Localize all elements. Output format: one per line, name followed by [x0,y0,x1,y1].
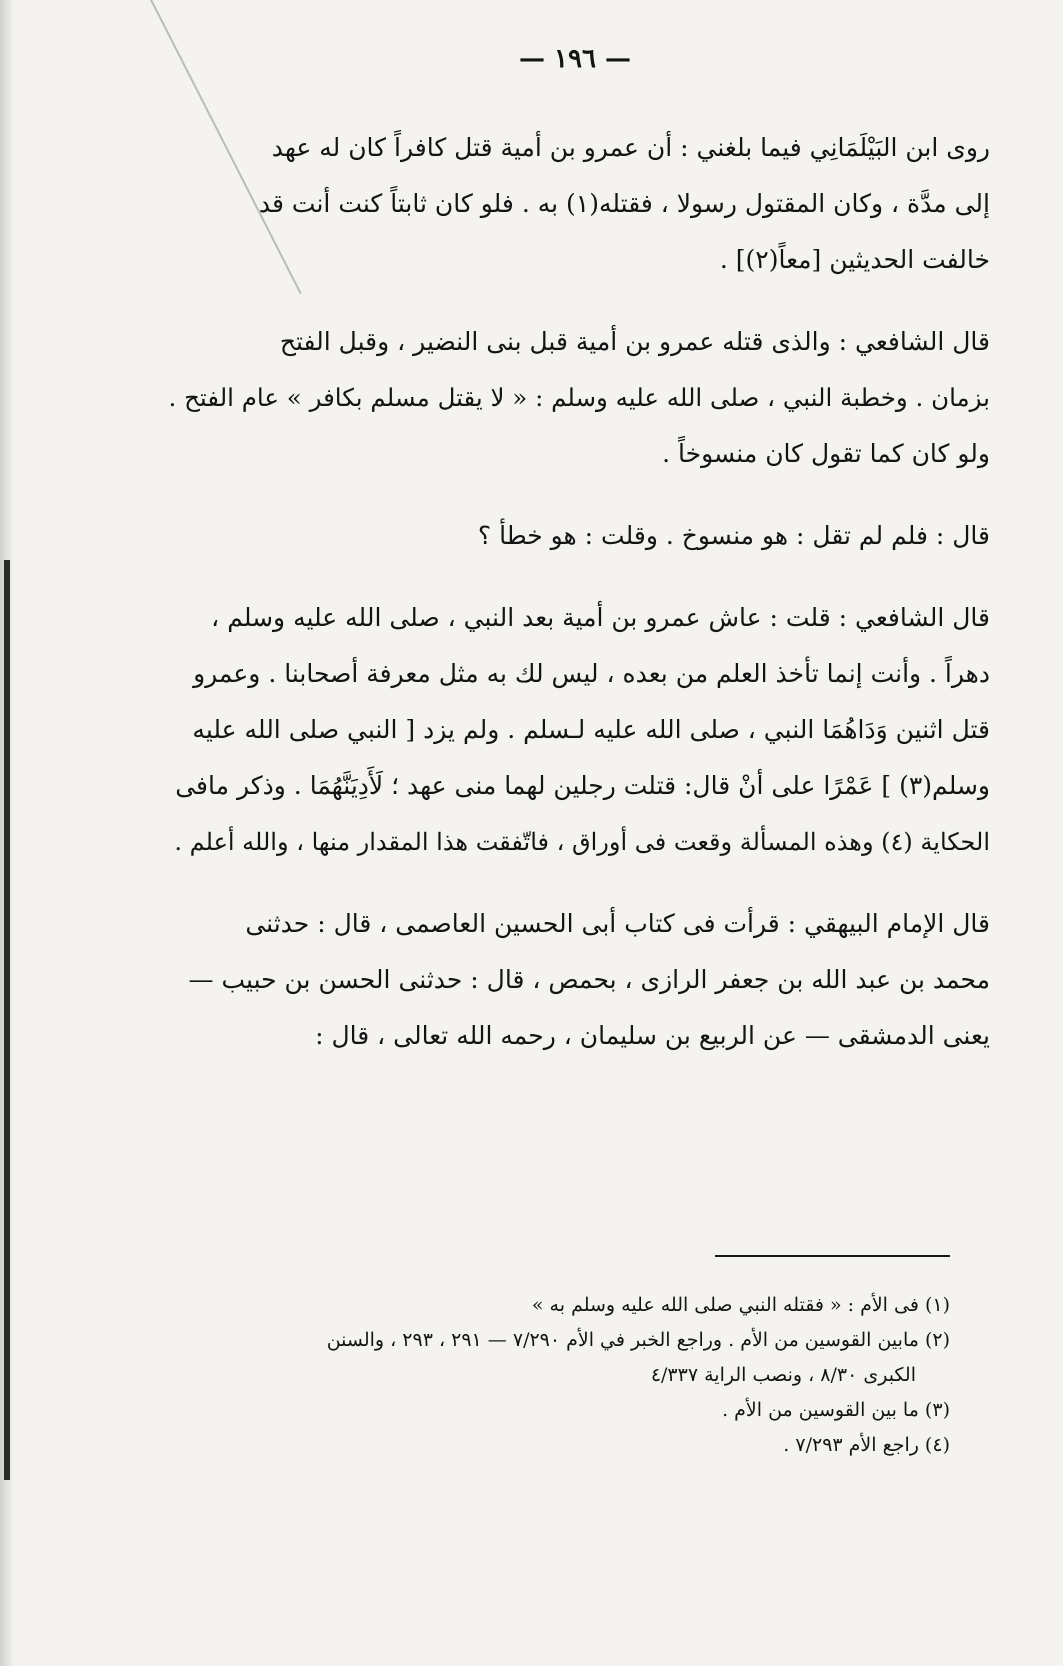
text-line: دهراً . وأنت إنما تأخذ العلم من بعده ، ليس لك به مثل معرفة أصحابنا . وعمرو [193,659,990,688]
text-line: قتل اثنين وَدَاهُمَا النبي ، صلى الله عليه لـسلم . ولم يزد [ النبي صلى الله عليه [192,715,990,744]
text-line: وسلم(٣) ] عَمْرًا على أنْ قال: قتلت رجلين لهما منى عهد ؛ لَأَدِيَنَّهُمَا . وذكر مافى [175,771,990,800]
page-number: — ١٩٦ — [518,44,632,74]
footnote-divider [715,1255,950,1257]
paragraph-1 [160,120,990,288]
binding-edge [4,560,10,1480]
book-page [160,30,990,1630]
footnote-2: (٢) مابين القوسين من الأم . وراجع الخبر في الأم ٧/٢٩٠ — ٢٩١ ، ٢٩٣ ، والسنن [326,1329,950,1351]
footnote-4: (٤) راجع الأم ٧/٢٩٣ . [783,1434,950,1456]
text-line: محمد بن عبد الله بن جعفر الرازى ، بحمص ، قال : حدثنى الحسن بن حبيب — [188,965,990,994]
paragraph-4 [160,590,990,870]
text-line: قال الإمام البيهقي : قرأت فى كتاب أبى الحسين العاصمى ، قال : حدثنى [245,909,990,938]
text-line: ولو كان كما تقول كان منسوخاً . [662,439,990,468]
footnotes [160,1288,950,1463]
text-line: روى ابن البَيْلَمَانِي فيما بلغني : أن عمرو بن أمية قتل كافراً كان له عهد [271,133,990,162]
paragraph-2 [160,314,990,482]
footnote-3: (٣) ما بين القوسين من الأم . [722,1399,950,1421]
text-line: إلى مدَّة ، وكان المقتول رسولا ، فقتله(١) به . فلو كان ثابتاً كنت أنت قد [258,189,990,218]
text-line: قال : فلم لم تقل : هو منسوخ . وقلت : هو خطأ ؟ [477,521,990,550]
paragraph-3 [160,508,990,564]
text-line: قال الشافعي : والذى قتله عمرو بن أمية قبل بنى النضير ، وقبل الفتح [279,327,990,356]
text-line: الحكاية (٤) وهذه المسألة وقعت فى أوراق ، فاتّفقت هذا المقدار منها ، والله أعلم . [174,828,990,856]
footnote-1: (١) فى الأم : « فقتله النبي صلى الله عليه وسلم به » [531,1294,950,1316]
footnote-2-continued: الكبرى ٨/٣٠ ، ونصب الراية ٤/٣٣٧ [650,1364,916,1386]
text-line: يعنى الدمشقى — عن الربيع بن سليمان ، رحمه الله تعالى ، قال : [315,1021,990,1050]
text-line: قال الشافعي : قلت : عاش عمرو بن أمية بعد النبي ، صلى الله عليه وسلم ، [211,603,990,632]
text-line: خالفت الحديثين [معاً(٢)] . [719,245,990,274]
main-text [160,120,990,1090]
text-line: بزمان . وخطبة النبي ، صلى الله عليه وسلم : « لا يقتل مسلم بكافر » عام الفتح . [168,383,990,412]
paragraph-5 [160,896,990,1064]
